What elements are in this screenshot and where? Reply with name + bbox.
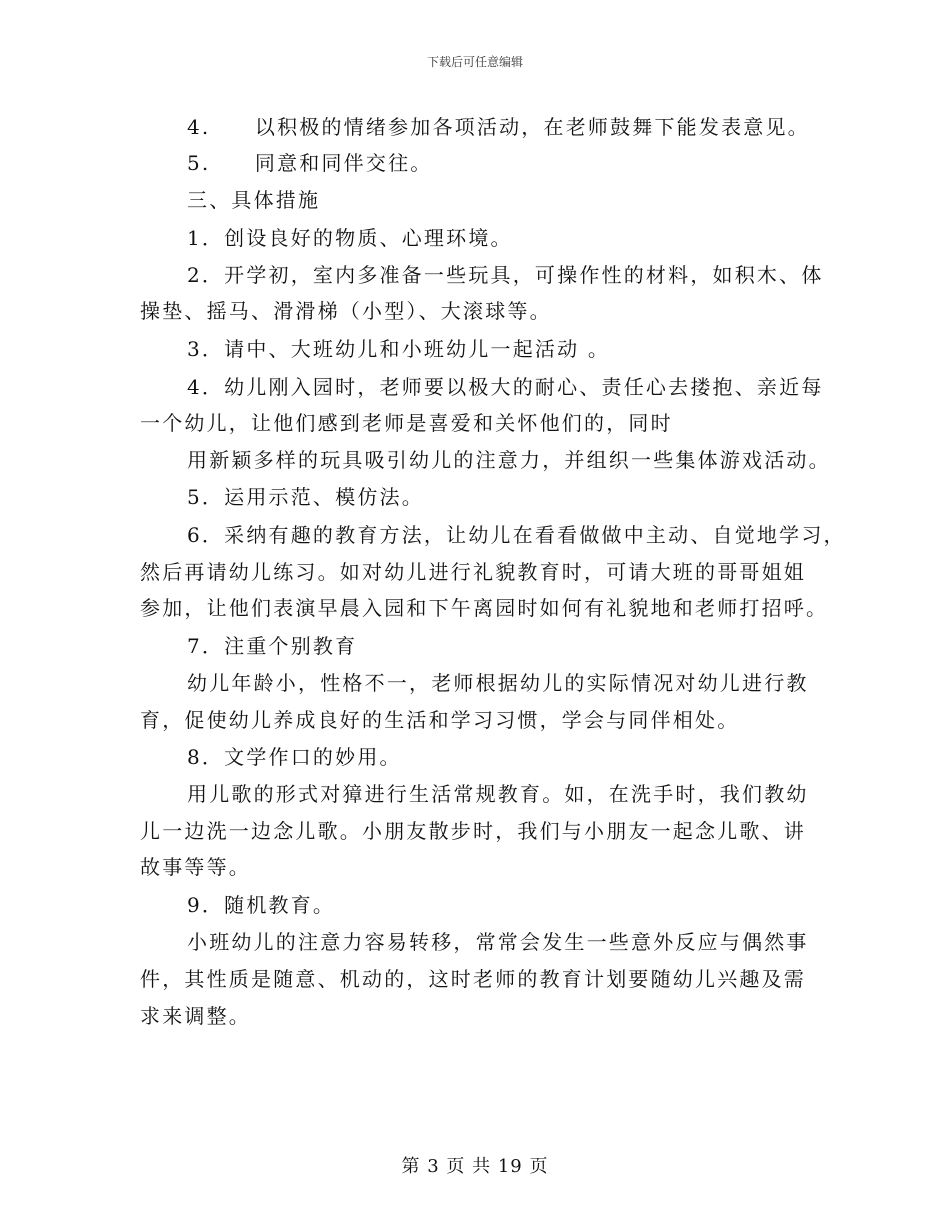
text-line: 4. 以积极的情绪参加各项活动，在老师鼓舞下能发表意见。	[187, 115, 810, 139]
text-line: 1．创设良好的物质、心理环境。	[187, 226, 513, 250]
text-line: 儿一边洗一边念儿歌。小朋友散步时，我们与小朋友一起念儿歌、讲	[140, 819, 806, 843]
text-line: 参加，让他们表演早晨入园和下午离园时如何有礼貌地和老师打招呼。	[140, 596, 829, 620]
text-line: 2．开学初，室内多准备一些玩具，可操作性的材料，如积木、体	[187, 263, 824, 287]
text-line: 然后再请幼儿练习。如对幼儿进行礼貌教育时，可请大班的哥哥姐姐	[140, 560, 806, 584]
text-line: 小班幼儿的注意力容易转移，常常会发生一些意外反应与偶然事	[187, 930, 809, 954]
text-line: 4．幼儿刚入园时，老师要以极大的耐心、责任心去搂抱、亲近每	[187, 375, 824, 399]
text-line: 7．注重个别教育	[187, 634, 358, 658]
text-line: 操垫、摇马、滑滑梯（小型）、大滚球等。	[140, 299, 552, 323]
text-line: 故事等等。	[140, 855, 251, 879]
text-line: 3．请中、大班幼儿和小班幼儿一起活动 。	[187, 337, 611, 361]
text-line: 用儿歌的形式对獐进行生活常规教育。如，在洗手时，我们教幼	[187, 782, 809, 806]
text-line: 9．随机教育。	[187, 893, 336, 917]
text-line: 用新颖多样的玩具吸引幼儿的注意力，并组织一些集体游戏活动。	[187, 448, 831, 472]
text-line: 8．文学作口的妙用。	[187, 745, 402, 769]
text-line: 件，其性质是随意、机动的，这时老师的教育计划要随幼儿兴趣及需	[140, 967, 806, 991]
text-line: 6．采纳有趣的教育方法，让幼儿在看看做做中主动、自觉地学习，	[187, 523, 846, 547]
text-line: 求来调整。	[140, 1004, 251, 1028]
text-line: 5. 同意和同伴交往。	[187, 151, 433, 175]
text-line: 一个幼儿，让他们感到老师是喜爱和关怀他们的，同时	[140, 411, 673, 435]
text-line: 5．运用示范、模仿法。	[187, 485, 424, 509]
page-footer: 第 3 页 共 19 页	[401, 1156, 549, 1177]
text-line: 育，促使幼儿养成良好的生活和学习习惯，学会与同伴相处。	[140, 708, 740, 732]
section-heading: 三、具体措施	[187, 188, 321, 212]
page-header: 下载后可任意编辑	[426, 55, 523, 69]
text-line: 幼儿年龄小，性格不一，老师根据幼儿的实际情况对幼儿进行教	[187, 671, 809, 695]
